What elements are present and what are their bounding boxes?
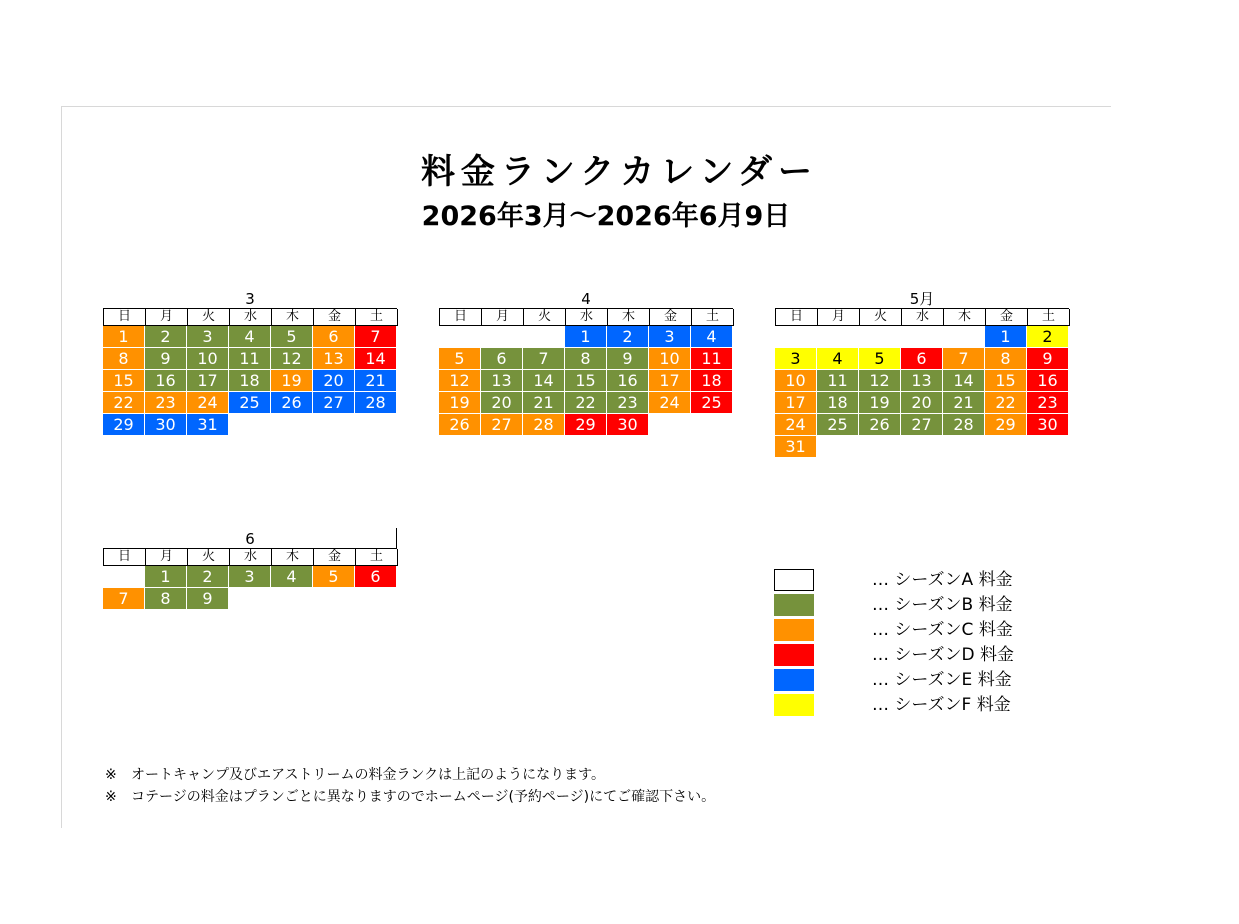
day-cell-rank-f: 4 [817, 348, 859, 370]
weekday-header [775, 308, 1069, 326]
weekday-label: 水 [902, 309, 944, 326]
note-text: オートキャンプ及びエアストリームの料金ランクは上記のようになります。 [131, 767, 606, 783]
day-cell-rank-b: 5 [271, 326, 313, 348]
day-cell-rank-d: 30 [607, 414, 649, 436]
day-cell-rank-d: 30 [1027, 414, 1069, 436]
day-cell-rank-c: 17 [775, 392, 817, 414]
day-cell-rank-b: 27 [901, 414, 943, 436]
weekday-label: 月 [482, 309, 524, 326]
legend-swatch [774, 644, 814, 666]
day-cell-rank-b: 20 [481, 392, 523, 414]
day-cell-rank-c: 17 [649, 370, 691, 392]
day-cell-rank-c: 22 [103, 392, 145, 414]
legend-item [774, 642, 1014, 667]
day-cell-rank-e: 3 [649, 326, 691, 348]
day-cell-rank-b: 12 [271, 348, 313, 370]
day-cell-rank-b: 6 [481, 348, 523, 370]
day-cell-rank-d: 29 [565, 414, 607, 436]
weekday-label: 土 [356, 309, 398, 326]
day-cell-rank-e: 27 [313, 392, 355, 414]
weekday-label: 火 [188, 549, 230, 566]
day-cell-rank-c: 15 [103, 370, 145, 392]
day-cell-rank-b: 13 [901, 370, 943, 392]
month-label: 4 [581, 290, 591, 308]
day-cell-rank-b: 15 [565, 370, 607, 392]
legend-label: … シーズンD 料金 [872, 644, 1015, 665]
legend-item [774, 592, 1014, 617]
day-cell-rank-c: 24 [775, 414, 817, 436]
day-cell-rank-e: 2 [607, 326, 649, 348]
day-cell-rank-c: 29 [985, 414, 1027, 436]
weekday-label: 木 [272, 549, 314, 566]
day-cell-rank-b: 9 [145, 348, 187, 370]
day-cell-rank-b: 3 [187, 326, 229, 348]
day-cell-rank-c: 24 [187, 392, 229, 414]
weekday-label: 水 [230, 309, 272, 326]
day-cell-rank-b: 18 [817, 392, 859, 414]
weekday-label: 日 [104, 309, 146, 326]
day-cell-rank-c: 7 [943, 348, 985, 370]
day-cell-rank-c: 28 [523, 414, 565, 436]
day-cell-rank-b: 11 [817, 370, 859, 392]
month-label: 6 [245, 530, 255, 548]
day-cell-rank-e: 31 [187, 414, 229, 436]
empty-day-cell [775, 326, 817, 348]
calendar-march [103, 290, 397, 436]
month-label: 3 [245, 290, 255, 308]
day-cell-rank-d: 6 [901, 348, 943, 370]
day-cell-rank-c: 8 [103, 348, 145, 370]
day-cell-rank-b: 2 [145, 326, 187, 348]
legend-swatch [774, 619, 814, 641]
note-text: コテージの料金はプランごとに異なりますのでホームページ(予約ページ)にてご確認下さい。 [131, 789, 716, 805]
empty-day-cell [481, 326, 523, 348]
weekday-header [103, 308, 397, 326]
rank-legend [774, 567, 1014, 717]
day-cell-rank-c: 5 [439, 348, 481, 370]
note-mark: ※ [105, 767, 117, 783]
day-cell-rank-b: 20 [901, 392, 943, 414]
day-cell-rank-b: 18 [229, 370, 271, 392]
day-cell-rank-c: 12 [439, 370, 481, 392]
day-cell-rank-e: 4 [691, 326, 733, 348]
weekday-label: 水 [230, 549, 272, 566]
day-cell-rank-f: 5 [859, 348, 901, 370]
day-cell-rank-b: 21 [943, 392, 985, 414]
day-cell-rank-b: 23 [607, 392, 649, 414]
empty-day-cell [817, 326, 859, 348]
day-cell-rank-d: 23 [1027, 392, 1069, 414]
weekday-header [103, 548, 397, 566]
weekday-label: 金 [986, 309, 1028, 326]
day-cell-rank-c: 19 [271, 370, 313, 392]
day-grid [775, 326, 1069, 458]
day-cell-rank-b: 8 [145, 588, 187, 610]
day-cell-rank-e: 1 [985, 326, 1027, 348]
day-grid [439, 326, 733, 436]
weekday-header [439, 308, 733, 326]
day-cell-rank-f: 3 [775, 348, 817, 370]
weekday-label: 月 [146, 549, 188, 566]
weekday-label: 水 [566, 309, 608, 326]
day-cell-rank-d: 16 [1027, 370, 1069, 392]
weekday-label: 日 [776, 309, 818, 326]
day-cell-rank-b: 1 [145, 566, 187, 588]
day-cell-rank-d: 18 [691, 370, 733, 392]
day-grid [103, 326, 397, 436]
day-cell-rank-c: 15 [985, 370, 1027, 392]
weekday-label: 日 [440, 309, 482, 326]
day-cell-rank-b: 13 [481, 370, 523, 392]
calendar-april [439, 290, 733, 436]
day-cell-rank-b: 25 [817, 414, 859, 436]
day-cell-rank-b: 22 [565, 392, 607, 414]
day-cell-rank-e: 1 [565, 326, 607, 348]
calendar-may [775, 290, 1069, 458]
legend-swatch [774, 569, 814, 591]
weekday-label: 金 [314, 309, 356, 326]
day-cell-rank-b: 10 [187, 348, 229, 370]
day-cell-rank-c: 19 [439, 392, 481, 414]
day-cell-rank-f: 2 [1027, 326, 1069, 348]
note-line [105, 764, 715, 786]
legend-swatch [774, 694, 814, 716]
weekday-label: 火 [524, 309, 566, 326]
page-border-top [61, 106, 1111, 107]
legend-swatch [774, 669, 814, 691]
day-cell-rank-c: 31 [775, 436, 817, 458]
day-cell-rank-c: 8 [985, 348, 1027, 370]
day-cell-rank-d: 9 [1027, 348, 1069, 370]
day-grid [103, 566, 397, 610]
day-cell-rank-d: 25 [691, 392, 733, 414]
weekday-label: 月 [146, 309, 188, 326]
day-cell-rank-e: 25 [229, 392, 271, 414]
day-cell-rank-d: 6 [355, 566, 397, 588]
weekday-label: 土 [692, 309, 734, 326]
day-cell-rank-b: 19 [859, 392, 901, 414]
legend-item [774, 667, 1014, 692]
day-cell-rank-d: 11 [691, 348, 733, 370]
day-cell-rank-b: 28 [943, 414, 985, 436]
day-cell-rank-e: 28 [355, 392, 397, 414]
empty-day-cell [859, 326, 901, 348]
note-mark: ※ [105, 789, 117, 805]
day-cell-rank-c: 23 [145, 392, 187, 414]
day-cell-rank-b: 21 [523, 392, 565, 414]
weekday-label: 土 [1028, 309, 1070, 326]
day-cell-rank-b: 11 [229, 348, 271, 370]
weekday-label: 木 [944, 309, 986, 326]
day-cell-rank-e: 21 [355, 370, 397, 392]
weekday-label: 月 [818, 309, 860, 326]
legend-label: … シーズンA 料金 [872, 569, 1013, 590]
day-cell-rank-b: 14 [943, 370, 985, 392]
day-cell-rank-d: 14 [355, 348, 397, 370]
day-cell-rank-b: 4 [271, 566, 313, 588]
weekday-label: 土 [356, 549, 398, 566]
legend-label: … シーズンE 料金 [872, 669, 1012, 690]
note-line [105, 786, 715, 808]
day-cell-rank-e: 29 [103, 414, 145, 436]
day-cell-rank-c: 5 [313, 566, 355, 588]
day-cell-rank-e: 26 [271, 392, 313, 414]
day-cell-rank-d: 7 [355, 326, 397, 348]
day-cell-rank-c: 24 [649, 392, 691, 414]
legend-label: … シーズンF 料金 [872, 694, 1011, 715]
weekday-label: 木 [272, 309, 314, 326]
day-cell-rank-b: 9 [607, 348, 649, 370]
weekday-label: 木 [608, 309, 650, 326]
notes [105, 764, 715, 808]
weekday-label: 火 [188, 309, 230, 326]
day-cell-rank-b: 4 [229, 326, 271, 348]
empty-day-cell [943, 326, 985, 348]
empty-day-cell [523, 326, 565, 348]
day-cell-rank-b: 12 [859, 370, 901, 392]
weekday-label: 日 [104, 549, 146, 566]
day-cell-rank-b: 8 [565, 348, 607, 370]
month-label: 5月 [909, 290, 935, 308]
day-cell-rank-b: 7 [523, 348, 565, 370]
legend-swatch [774, 594, 814, 616]
day-cell-rank-b: 9 [187, 588, 229, 610]
day-cell-rank-e: 20 [313, 370, 355, 392]
day-cell-rank-b: 16 [607, 370, 649, 392]
page-title: 料金ランクカレンダー [420, 152, 819, 192]
weekday-label: 金 [650, 309, 692, 326]
day-cell-rank-b: 17 [187, 370, 229, 392]
day-cell-rank-c: 22 [985, 392, 1027, 414]
legend-label: … シーズンB 料金 [872, 594, 1013, 615]
day-cell-rank-c: 10 [649, 348, 691, 370]
empty-day-cell [901, 326, 943, 348]
day-cell-rank-c: 1 [103, 326, 145, 348]
day-cell-rank-b: 26 [859, 414, 901, 436]
day-cell-rank-b: 16 [145, 370, 187, 392]
legend-item [774, 692, 1014, 717]
legend-item [774, 567, 1014, 592]
day-cell-rank-c: 13 [313, 348, 355, 370]
weekday-label: 金 [314, 549, 356, 566]
page-subtitle: 2026年3月～2026年6月9日 [421, 201, 791, 232]
legend-label: … シーズンC 料金 [872, 619, 1013, 640]
empty-day-cell [439, 326, 481, 348]
day-cell-rank-c: 6 [313, 326, 355, 348]
calendar-june [103, 530, 397, 610]
day-cell-rank-c: 27 [481, 414, 523, 436]
day-cell-rank-c: 7 [103, 588, 145, 610]
day-cell-rank-b: 2 [187, 566, 229, 588]
empty-day-cell [103, 566, 145, 588]
day-cell-rank-c: 10 [775, 370, 817, 392]
day-cell-rank-e: 30 [145, 414, 187, 436]
day-cell-rank-c: 26 [439, 414, 481, 436]
day-cell-rank-b: 3 [229, 566, 271, 588]
legend-item [774, 617, 1014, 642]
day-cell-rank-b: 14 [523, 370, 565, 392]
weekday-label: 火 [860, 309, 902, 326]
